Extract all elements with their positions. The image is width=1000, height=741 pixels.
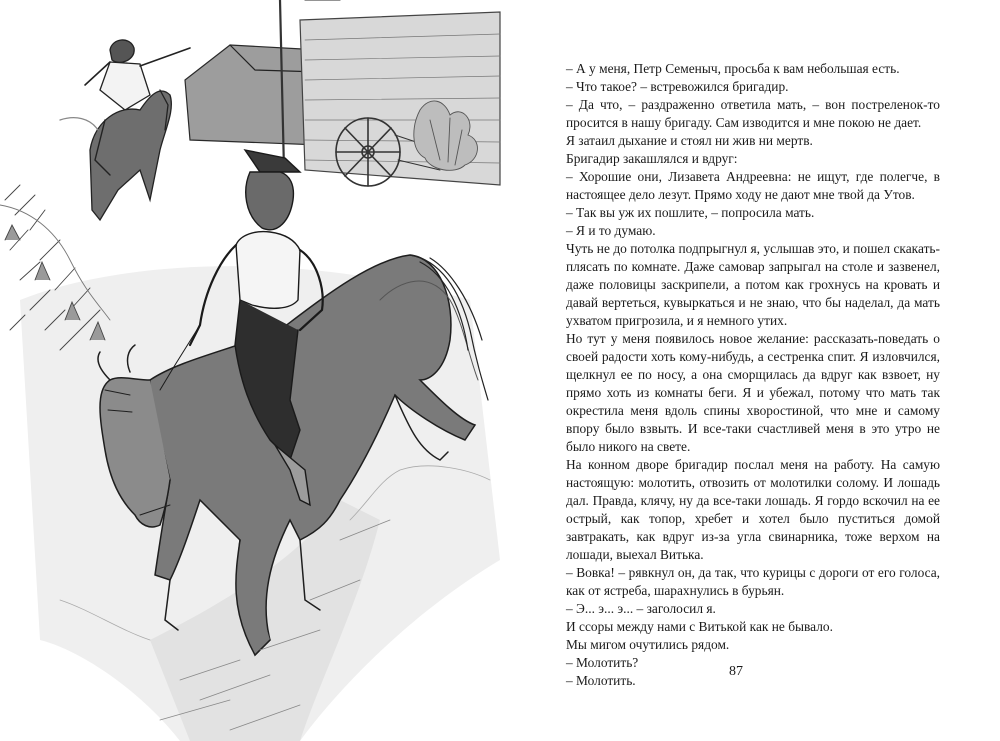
paragraph: Бригадир закашлялся и вдруг:	[566, 151, 738, 166]
paragraph: – Я и то думаю.	[566, 223, 656, 238]
paragraph: – Молотить.	[566, 673, 636, 688]
paragraph: – Молотить?	[566, 655, 639, 670]
paragraph: – А у меня, Петр Семеныч, просьба к вам небольшая есть.	[566, 61, 900, 76]
paragraph: И ссоры между нами с Витькой как не бывало.	[566, 619, 833, 634]
paragraph: На конном дворе бригадир послал меня на работу. На самую настоящую: молотить, отвозить от молотилки солому. И лошадь дал. Правда, клячу, ну да все-таки лошадь. Я гордо вскочил на ее острый, как топор, хребет и хотел было пуститься домой завтракать, как вдруг из-за угла свинарника, тоже верхом на лошади, выехал Витька.	[566, 457, 940, 562]
paragraph: Чуть не до потолка подпрыгнул я, услышав это, и пошел скакать-плясать по комнате. Даже самовар запрыгал на столе и зазвенел, даже половицы заскрипели, а потом как грохнусь на кровать и давай вертеться, кувыркаться и не знаю, что бы наделал, да мать ухватом пригрозила, и я немного утих.	[566, 241, 940, 328]
page-text-column	[566, 60, 940, 690]
paragraph: Мы мигом очутились рядом.	[566, 637, 730, 652]
paragraph: Но тут у меня появилось новое желание: рассказать-поведать о своей радости хоть кому-нибудь, а сестренка спит. Я изловчился, щелкнул ее по носу, а она сморщилась да вдруг как взвоет, ну прямо хоть из комнаты беги. Я и убежал, потому что мать так окрестила меня вдоль спины хворостиной, что мне и самому впору было взвыть. И все-таки счастливей меня в это утро не было никого на свете.	[566, 331, 940, 454]
paragraph: – Что такое? – встревожился бригадир.	[566, 79, 789, 94]
background-rider	[60, 40, 190, 220]
paragraph: – Э... э... э... – заголосил я.	[566, 601, 716, 616]
paragraph: – Вовка! – рявкнул он, да так, что курицы с дороги от его голоса, как от ястреба, шарахнулись в бурьян.	[566, 565, 940, 598]
paragraph: Я затаил дыхание и стоял ни жив ни мертв.	[566, 133, 813, 148]
paragraph: – Хорошие они, Лизавета Андреевна: не ищут, где полегче, в настоящее дело лезут. Прямо ходу не дают мне твой да Утов.	[566, 169, 940, 202]
page-number: 87	[729, 664, 743, 679]
paragraph: – Да что, – раздраженно ответила мать, – вон постреленок-то просится в нашу бригаду. Сам изводится и мне покою не дает.	[566, 97, 940, 130]
paragraph: – Так вы уж их пошлите, – попросила мать.	[566, 205, 815, 220]
